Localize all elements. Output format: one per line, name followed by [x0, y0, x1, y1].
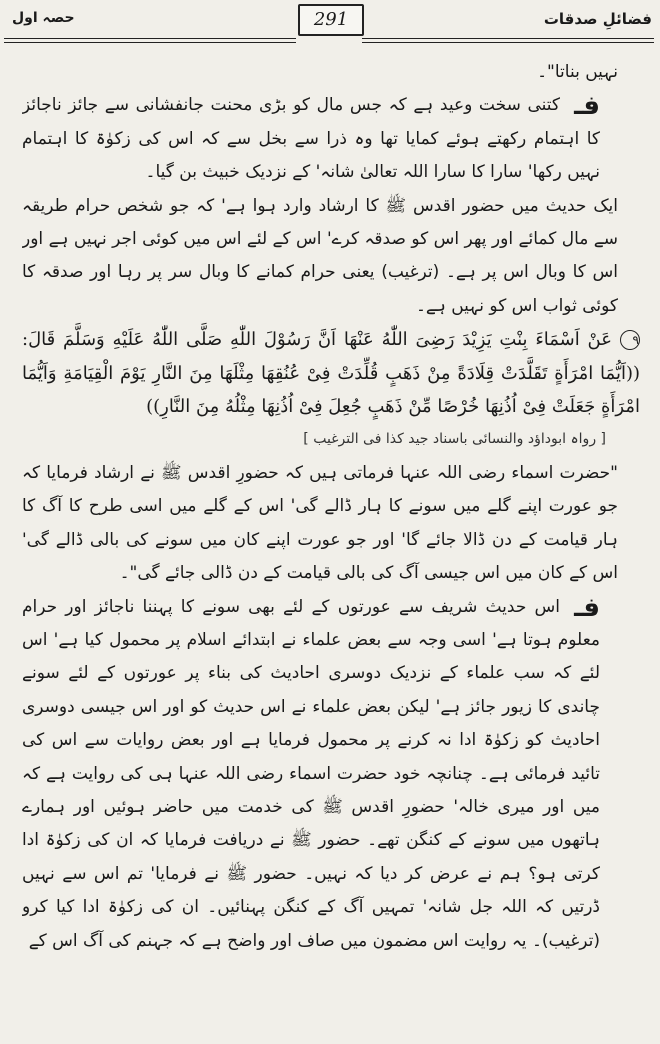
paragraph-1: نہیں بناتا"۔ — [537, 62, 618, 82]
page-body — [22, 56, 640, 1040]
fa-marker: فـ — [574, 91, 600, 122]
hadith-number: ٩ — [620, 330, 640, 350]
header-rule-left-2 — [4, 42, 296, 43]
paragraph-2-text: کتنی سخت وعید ہے کہ جس مال کو بڑی محنت جانفشانی سے جائز ناجائز کا اہتمام رکھتے ہوئے کمایا تھا وہ ذرا سے بخل سے کہ اس کی زکوٰۃ کا اہتمام نہیں رکھا' سارا کا سارا اللہ تعالیٰ شانہ' کے نزدیک خبیث بن گیا۔ — [22, 95, 600, 183]
arabic-hadith — [22, 323, 640, 423]
page-header — [0, 0, 660, 44]
paragraph-4: "حضرت اسماء رضی اللہ عنہا فرماتی ہیں کہ حضورِ اقدس ﷺ نے ارشاد فرمایا کہ جو عورت اپنے گلے میں سونے کا ہار ڈالے گی' اس کے گلے میں اسی طرح کا آگ کا ہار قیامت کے دن ڈالا جائے گا' اور جو عورت اپنے کان میں سونے کی بالی ڈالے گی' اس کے کان میں اس جیسی آگ کی بالی قیامت کے دن ڈالی جائے گی"۔ — [22, 462, 618, 584]
hadith-reference: [ رواہ ابوداؤد والنسائی باسناد جید کذا فی الترغیب ] — [303, 431, 606, 448]
header-rule-right — [362, 38, 654, 39]
paragraph-3: ایک حدیث میں حضور اقدس ﷺ کا ارشاد وارد ہوا ہے' کہ جو شخص حرام طریقہ سے مال کمائے اور پھر اس کو صدقہ کرے' اس کے لئے اس میں کوئی اجر نہیں ہے اور اس کا وبال اس پر ہے۔ (ترغیب) یعنی حرام کمانے کا وبال سر پر رہا اور صدقہ کا کوئی ثواب اس کو نہیں ہے۔ — [22, 195, 618, 316]
paragraph-5-text: اس حدیث شریف سے عورتوں کے لئے بھی سونے کا پہننا ناجائز اور حرام معلوم ہوتا ہے' اسی وجہ سے بعض علماء نے ابتدائے اسلام پر محمول کیا ہے' اس لئے کہ سب علماء کے نزدیک دوسری احادیث کی بناء پر عورتوں کے لئے سونے چاندی کا زیور جائز ہے' لیکن بعض علماء نے اس حدیث کو اور اس جیسی دوسری احادیث کو زکوٰۃ ادا نہ کرنے پر محمول فرمایا ہے اور بعض روایات سے اس کی تائید فرمائی ہے۔ چنانچہ خود حضرت اسماء رضی اللہ عنہا ہی کی روایت ہے کہ میں اور میری خالہ' حضورِ اقدس ﷺ کی خدمت میں حاضر ہوئیں اور ہمارے ہاتھوں میں سونے کے کنگن تھے۔ حضور ﷺ نے دریافت فرمایا کہ ان کی زکوٰۃ ادا کرتی ہو؟ ہم نے عرض کر دیا کہ نہیں۔ حضور ﷺ نے فرمایا' تم اس سے نہیں ڈرتیں کہ اللہ جل شانہ' تمہیں آگ کے کنگن پہنائیں۔ ان کی زکوٰۃ ادا کیا کرو (ترغیب)۔ یہ روایت اس مضمون میں صاف اور واضح ہے کہ جہنم کی آگ اس کے — [22, 596, 600, 951]
fa-marker-2: فـ — [574, 592, 600, 623]
header-rule-left — [4, 38, 296, 39]
paragraph-5 — [22, 591, 640, 958]
paragraph-2 — [22, 89, 640, 189]
arabic-hadith-text: عَنْ اَسْمَاءَ بِنْتِ يَزِيْدَ رَضِىَ اللّٰهُ عَنْهَا اَنَّ رَسُوْلَ اللّٰهِ صَلَّى اللّٰهُ عَلَيْهِ وَسَلَّمَ قَالَ: ((اَيُّمَا امْرَأَةٍ تَقَلَّدَتْ قِلَادَةً مِنْ ذَهَبٍ قُلِّدَتْ فِىْ عُنُقِهَا مِثْلَهَا مِنَ النَّارِ يَوْمَ الْقِيَامَةِ وَاَيُّمَا امْرَأَةٍ جَعَلَتْ فِىْ اُذُنِهَا خُرْصًا مِّنْ ذَهَبٍ جُعِلَ فِىْ اُذُنِهَا مِثْلُهُ مِنَ النَّارِ)) — [22, 329, 640, 418]
page-number: 291 — [298, 4, 364, 36]
book-title: فضائلِ صدقات — [543, 10, 652, 28]
section-label: حصہ اول — [12, 10, 75, 26]
header-rule-right-2 — [362, 42, 654, 43]
